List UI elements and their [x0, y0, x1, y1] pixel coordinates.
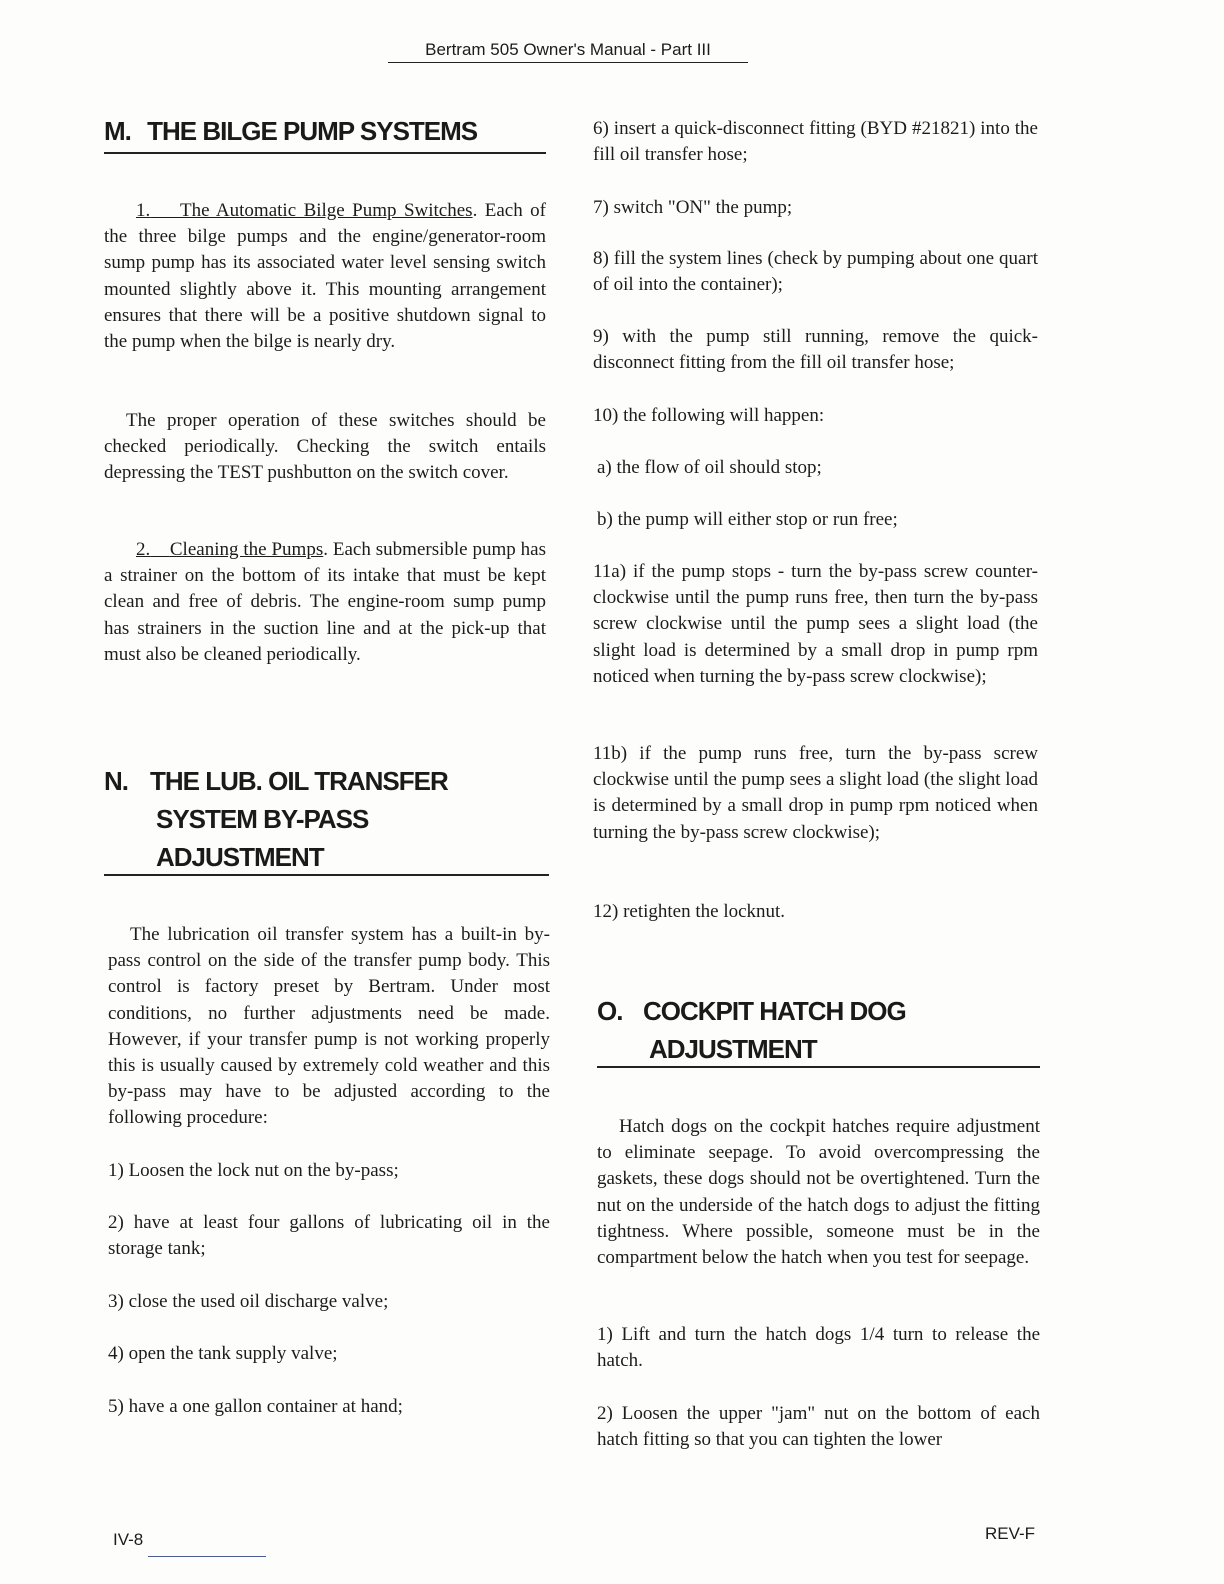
section-n-step: 2) have at least four gallons of lubricating oil in the storage tank;	[108, 1212, 550, 1260]
section-n-step: 4) open the tank supply valve;	[108, 1343, 338, 1364]
section-n-title-line1: THE LUB. OIL TRANSFER	[150, 766, 448, 796]
subsection-number: 1.	[136, 200, 151, 221]
revision-label: REV-F	[985, 1524, 1036, 1543]
footer-rule	[148, 1556, 266, 1557]
section-o-step: 1) Lift and turn the hatch dogs 1/4 turn to release the hatch.	[597, 1324, 1040, 1372]
section-m-title: THE BILGE PUMP SYSTEMS	[147, 116, 478, 146]
section-n-step: 7) switch "ON" the pump;	[593, 197, 793, 218]
section-n-step: 3) close the used oil discharge valve;	[108, 1291, 389, 1312]
section-n-step: 10) the following will happen:	[593, 405, 825, 426]
section-o-title-line2: ADJUSTMENT	[649, 1034, 817, 1064]
section-n-letter: N.	[104, 766, 128, 796]
section-m-para-3-text: Each submersible pump has a strainer on the bottom of its intake that must be kept clean and free of debris. The engine-room sump pump has strainers in the suction line and at the pick-up that must also be cleaned periodically.	[104, 539, 546, 665]
section-n-step: 6) insert a quick-disconnect fitting (BYD #21821) into the fill oil transfer hose;	[593, 118, 1038, 166]
section-n-step: 12) retighten the locknut.	[593, 901, 786, 922]
section-m-para-1: 1. The Automatic Bilge Pump Switches. Each of the three bilge pumps and the engine/generator-room sump pump has its associated water level sensing switch mounted slightly above it. This mounting arrangement ensures that there will be a positive shutdown signal to the pump when the bilge is nearly dry.	[104, 200, 546, 353]
section-m-para-1-text: Each of the three bilge pumps and the engine/generator-room sump pump has its associated water level sensing switch mounted slightly above it. This mounting arrangement ensures that there will be a positive shutdown signal to the pump when the bilge is nearly dry.	[104, 200, 546, 353]
section-n-step: b) the pump will either stop or run free;	[597, 509, 898, 530]
section-o-heading	[597, 992, 1040, 1068]
section-n-step: 5) have a one gallon container at hand;	[108, 1396, 403, 1417]
running-header: Bertram 505 Owner's Manual - Part III	[388, 40, 748, 63]
section-o-step: 2) Loosen the upper "jam" nut on the bottom of each hatch fitting so that you can tighten the lower	[597, 1403, 1040, 1451]
section-n-heading	[104, 762, 549, 876]
subsection-number: 2.	[136, 539, 151, 560]
section-n-step: 11b) if the pump runs free, turn the by-pass screw clockwise until the pump sees a slight load (the slight load is determined by a small drop in pump rpm noticed when turning the by-pass screw clockwise);	[593, 743, 1038, 843]
section-n-step: 1) Loosen the lock nut on the by-pass;	[108, 1160, 399, 1181]
section-n-step: 11a) if the pump stops - turn the by-pass screw counter-clockwise until the pump runs free, then turn the by-pass screw clockwise until the pump sees a slight load (the slight load is determined by a small drop in pump rpm noticed when turning the by-pass screw clockwise);	[593, 561, 1038, 687]
section-n-step: 8) fill the system lines (check by pumping about one quart of oil into the container);	[593, 248, 1038, 296]
section-m-para-2: The proper operation of these switches should be checked periodically. Checking the switch entails depressing the TEST pushbutton on the switch cover.	[104, 410, 546, 484]
section-n-step: a) the flow of oil should stop;	[597, 457, 822, 478]
section-o-title-line1: COCKPIT HATCH DOG	[643, 996, 906, 1026]
page-number: IV-8	[113, 1530, 144, 1549]
section-n-intro: The lubrication oil transfer system has a built-in by-pass control on the side of the transfer pump body. This control is factory preset by Bertram. Under most conditions, no further adjustments need be made. However, if your transfer pump is not working properly this is usually caused by extremely cold weather and this by-pass may have to be adjusted according to the following procedure:	[108, 924, 550, 1129]
section-n-step: 9) with the pump still running, remove the quick-disconnect fitting from the fill oil transfer hose;	[593, 326, 1038, 374]
section-m-para-3: 2. Cleaning the Pumps. Each submersible pump has a strainer on the bottom of its intake that must be kept clean and free of debris. The engine-room sump pump has strainers in the suction line and at the pick-up that must also be cleaned periodically.	[104, 539, 546, 665]
section-n-title-line3: ADJUSTMENT	[156, 842, 324, 872]
section-o-intro: Hatch dogs on the cockpit hatches require adjustment to eliminate seepage. To avoid overcompressing the gaskets, these dogs should not be overtightened. Turn the nut on the underside of the hatch dogs to adjust the fitting tightness. Where possible, someone must be in the compartment below the hatch when you test for seepage.	[597, 1116, 1040, 1269]
subsection-title: Cleaning the Pumps	[169, 539, 324, 560]
section-m-heading	[104, 112, 546, 154]
subsection-title: The Automatic Bilge Pump Switches	[180, 200, 473, 221]
section-o-letter: O.	[597, 996, 623, 1026]
section-n-title-line2: SYSTEM BY-PASS	[156, 804, 369, 834]
section-m-letter: M.	[104, 116, 131, 146]
